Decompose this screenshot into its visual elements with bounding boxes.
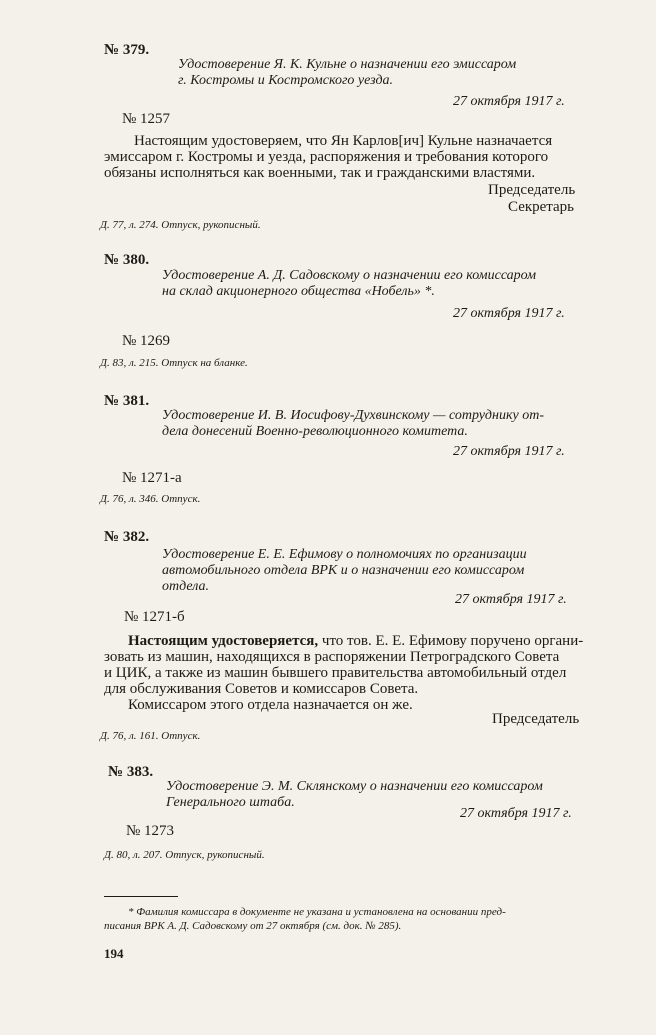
doc-379-body-line-2: эмиссаром г. Костромы и уезда, распоряжения и требования которого — [104, 149, 549, 165]
doc-383-number: № 383. — [108, 764, 154, 780]
footnote-separator — [104, 896, 178, 897]
doc-381-archive-ref: Д. 76, л. 346. Отпуск. — [100, 493, 201, 505]
doc-383-title-line-2: Генерального штаба. — [166, 795, 295, 810]
doc-382-reg-number: № 1271-б — [124, 609, 185, 625]
doc-382-body-line-3: и ЦИК, а также из машин бывшего правительства автомобильный отдел — [104, 665, 567, 681]
doc-381-number: № 381. — [104, 393, 150, 409]
doc-380-title-line-2: на склад акционерного общества «Нобель» *. — [162, 284, 435, 299]
doc-380-date: 27 октября 1917 г. — [453, 306, 565, 321]
doc-382-title-line-3: отдела. — [162, 579, 210, 594]
doc-382-body-lead: Настоящим удостоверяется, — [128, 633, 319, 649]
footnote-line-2: писания ВРК А. Д. Садовскому от 27 октября (см. док. № 285). — [104, 920, 402, 932]
doc-379-number: № 379. — [104, 42, 150, 58]
doc-379-signature-secretary: Секретарь — [508, 199, 575, 215]
doc-382-body-line-1 — [128, 633, 583, 649]
footnote-line-1: * Фамилия комиссара в документе не указана и установлена на основании пред- — [128, 906, 506, 918]
doc-382-signature-chairman: Председатель — [492, 711, 580, 727]
doc-379-body-line-1: Настоящим удостоверяем, что Ян Карлов[ич] Кульне назначается — [134, 133, 553, 149]
doc-382-body-line-1-rest: что тов. Е. Е. Ефимову поручено органи- — [321, 633, 584, 649]
doc-380-reg-number: № 1269 — [122, 333, 171, 349]
doc-382-body-line-2: зовать из машин, находящихся в распоряжении Петроградского Совета — [104, 649, 560, 665]
doc-382-title-line-1: Удостоверение Е. Е. Ефимову о полномочиях по организации — [162, 547, 527, 562]
doc-379-body-line-3: обязаны исполняться как военными, так и гражданскими властями. — [104, 165, 536, 181]
doc-382-body-line-4: для обслуживания Советов и комиссаров Совета. — [104, 681, 419, 697]
doc-382-number: № 382. — [104, 529, 150, 545]
doc-382-date: 27 октября 1917 г. — [455, 592, 567, 607]
page-number: 194 — [104, 946, 124, 961]
doc-379-reg-number: № 1257 — [122, 111, 171, 127]
doc-383-title-line-1: Удостоверение Э. М. Склянскому о назначении его комиссаром — [166, 779, 543, 794]
doc-381-title-line-2: дела донесений Военно-революционного комитета. — [162, 424, 468, 439]
doc-381-date: 27 октября 1917 г. — [453, 444, 565, 459]
doc-381-reg-number: № 1271-а — [122, 470, 182, 486]
doc-379-title-line-2: г. Костромы и Костромского уезда. — [178, 73, 394, 88]
doc-382-title-line-2: автомобильного отдела ВРК и о назначении его комиссаром — [162, 563, 525, 578]
doc-379-archive-ref: Д. 77, л. 274. Отпуск, рукописный. — [100, 219, 261, 231]
doc-380-archive-ref: Д. 83, л. 215. Отпуск на бланке. — [100, 357, 248, 369]
doc-383-archive-ref: Д. 80, л. 207. Отпуск, рукописный. — [104, 849, 265, 861]
doc-383-reg-number: № 1273 — [126, 823, 175, 839]
doc-380-number: № 380. — [104, 252, 150, 268]
doc-383-date: 27 октября 1917 г. — [460, 806, 572, 821]
doc-379-signature-chairman: Председатель — [488, 182, 576, 198]
doc-379-title-line-1: Удостоверение Я. К. Кульне о назначении его эмиссаром — [178, 57, 517, 72]
doc-380-title-line-1: Удостоверение А. Д. Садовскому о назначении его комиссаром — [162, 268, 537, 283]
doc-382-archive-ref: Д. 76, л. 161. Отпуск. — [100, 730, 201, 742]
doc-381-title-line-1: Удостоверение И. В. Иосифову-Духвинскому — сотруднику от- — [162, 408, 544, 423]
doc-379-date: 27 октября 1917 г. — [453, 94, 565, 109]
doc-382-body-line-5: Комиссаром этого отдела назначается он же. — [128, 697, 413, 713]
